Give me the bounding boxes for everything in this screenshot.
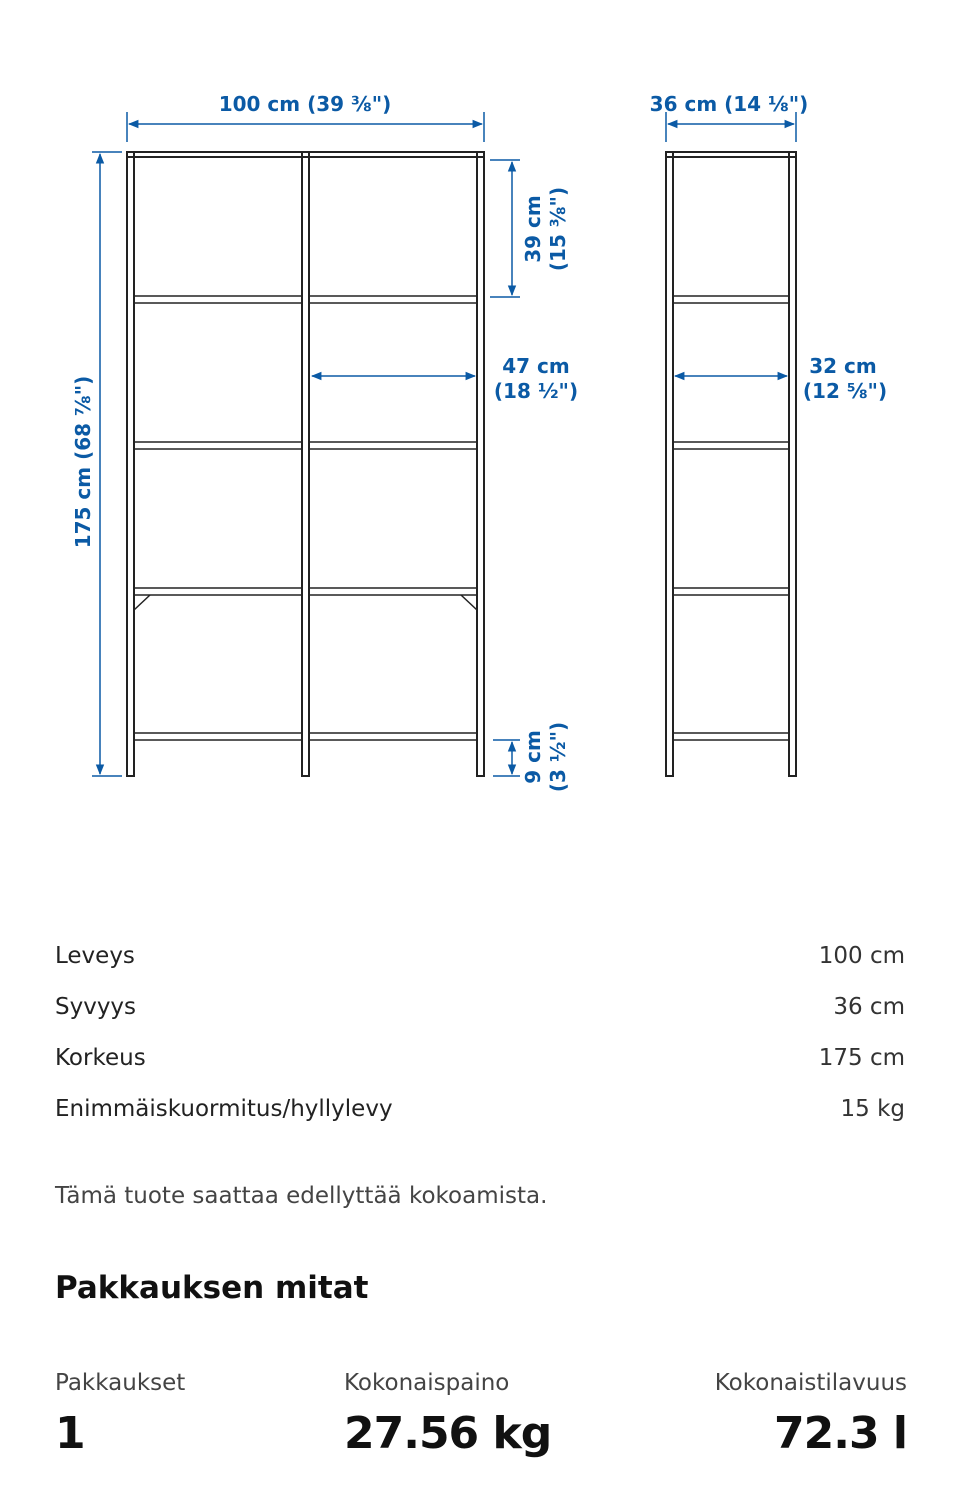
spec-list [55, 930, 905, 1134]
spec-value: 100 cm [818, 942, 905, 969]
depth-label: 36 cm (14 ⅛") [649, 92, 809, 116]
stat-label: Kokonaistilavuus [714, 1370, 907, 1396]
assembly-note: Tämä tuote saattaa edellyttää kokoamista. [55, 1183, 548, 1209]
spec-value: 36 cm [833, 993, 905, 1020]
shelf-spacing-in: (15 ⅜") [546, 186, 570, 272]
spec-row-height [55, 1032, 905, 1083]
shelf-spacing-cm: 39 cm [521, 195, 545, 263]
spec-value: 175 cm [818, 1044, 905, 1071]
inner-depth-in: (12 ⅝") [802, 379, 888, 403]
spec-label: Korkeus [55, 1044, 146, 1071]
package-weight-stat [344, 1370, 551, 1459]
inner-width-dimension [312, 354, 578, 403]
spec-row-max-load [55, 1083, 905, 1134]
stat-value: 1 [55, 1408, 85, 1459]
spec-label: Leveys [55, 942, 135, 969]
spec-row-width [55, 930, 905, 981]
package-dimensions-heading: Pakkauksen mitat [55, 1270, 369, 1306]
inner-depth-dimension [675, 354, 887, 403]
inner-width-in: (18 ½") [493, 379, 579, 403]
spec-row-depth [55, 981, 905, 1032]
spec-value: 15 kg [840, 1095, 905, 1122]
stat-value: 27.56 kg [344, 1408, 552, 1459]
inner-depth-cm: 32 cm [809, 354, 877, 378]
bottom-clearance-dimension [493, 722, 570, 792]
width-dimension [127, 92, 484, 142]
depth-dimension [650, 92, 809, 142]
height-label: 175 cm (68 ⅞") [71, 375, 95, 549]
package-count-stat [55, 1370, 185, 1459]
inner-width-cm: 47 cm [502, 354, 570, 378]
bottom-clearance-cm: 9 cm [521, 730, 545, 784]
stat-label: Pakkaukset [55, 1370, 186, 1396]
package-volume-stat [715, 1370, 907, 1459]
side-view-shelf [666, 152, 796, 776]
spec-label: Syvyys [55, 993, 137, 1020]
bottom-clearance-in: (3 ½") [546, 721, 570, 793]
width-label: 100 cm (39 ⅜") [218, 92, 392, 116]
package-stats [55, 1370, 907, 1470]
spec-label: Enimmäiskuormitus/hyllylevy [55, 1095, 393, 1122]
stat-label: Kokonaispaino [344, 1370, 510, 1396]
shelf-spacing-dimension [490, 160, 570, 297]
front-view-shelf [127, 152, 484, 776]
stat-value: 72.3 l [774, 1408, 907, 1459]
height-dimension [71, 152, 122, 776]
